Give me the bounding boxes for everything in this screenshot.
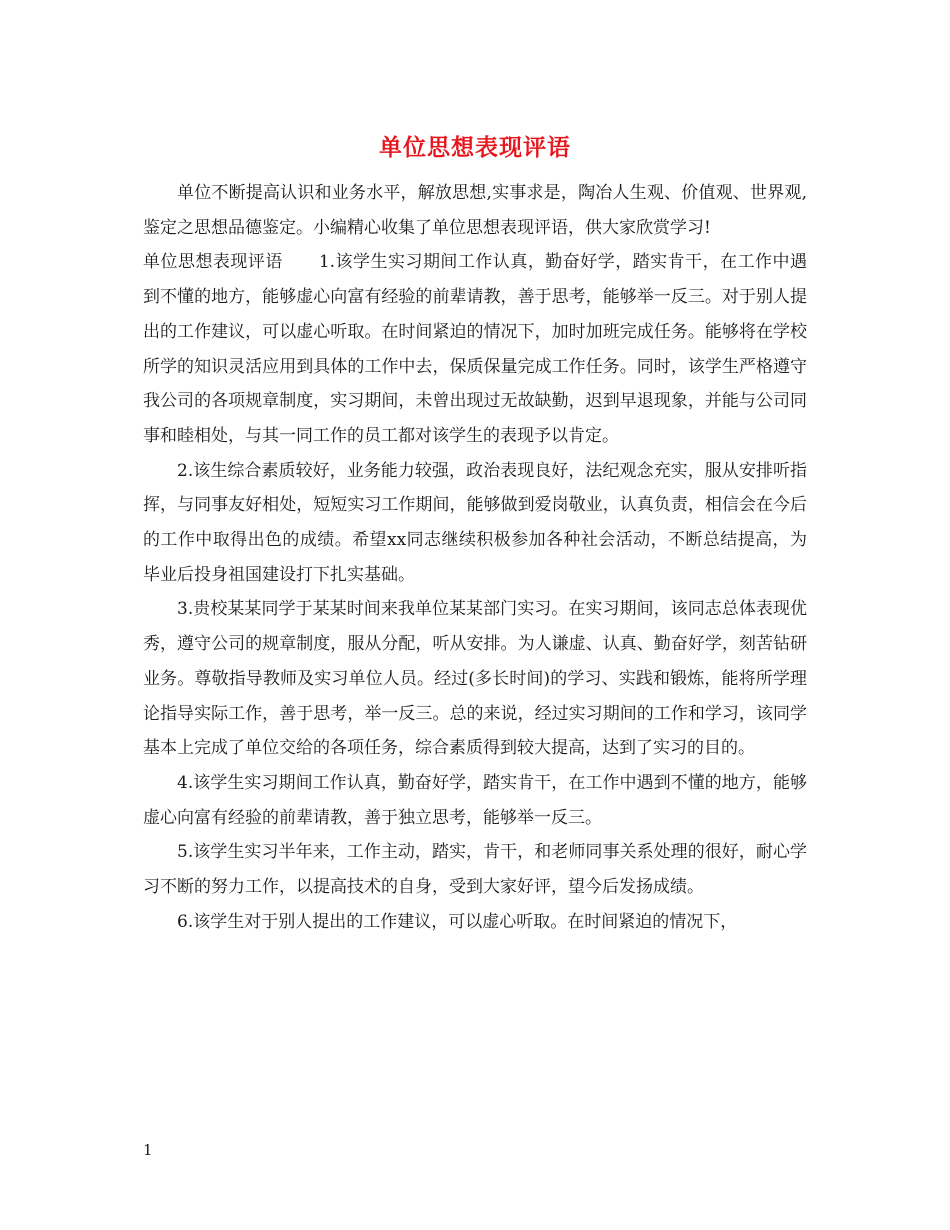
section-heading: 单位思想表现评语: [143, 252, 283, 273]
item-3: 3.贵校某某同学于某某时间来我单位某某部门实习。在实习期间，该同志总体表现优秀，遵守公司的规章制度，服从分配，听从安排。为人谦虚、认真、勤奋好学，刻苦钻研业务。尊敬指导教师及实习单位人员。经过(多长时间)的学习、实践和锻炼，能将所学理论指导实际工作，善于思考，举一反三。总的来说，经过实习期间的工作和学习，该同学基本上完成了单位交给的各项任务，综合素质得到较大提高，达到了实习的目的。: [143, 599, 807, 759]
item-6: 6.该学生对于别人提出的工作建议，可以虚心听取。在时间紧迫的情况下，: [177, 911, 738, 932]
document-title: 单位思想表现评语: [379, 134, 571, 161]
item-2: 2.该生综合素质较好，业务能力较强，政治表现良好，法纪观念充实，服从安排听指挥，与同事友好相处，短短实习工作期间，能够做到爱岗敬业，认真负责，相信会在今后的工作中取得出色的成绩。希望xx同志继续积极参加各种社会活动，不断总结提高，为毕业后投身祖国建设打下扎实基础。: [143, 460, 807, 585]
document-body: [143, 176, 807, 939]
item-4: 4.该学生实习期间工作认真，勤奋好学，踏实肯干，在工作中遇到不懂的地方，能够虚心向富有经验的前辈请教，善于独立思考，能够举一反三。: [143, 772, 807, 828]
page-number: 1: [143, 1141, 153, 1159]
intro-paragraph: 单位不断提高认识和业务水平，解放思想,实事求是，陶冶人生观、价值观、世界观,鉴定之思想品德鉴定。小编精心收集了单位思想表现评语，供大家欣赏学习!: [143, 183, 807, 238]
section-paragraph-1: [143, 245, 807, 453]
item-1: 1.该学生实习期间工作认真，勤奋好学，踏实肯干，在工作中遇到不懂的地方，能够虚心向富有经验的前辈请教，善于思考，能够举一反三。对于别人提出的工作建议，可以虚心听取。在时间紧迫的情况下，加时加班完成任务。能够将在学校所学的知识灵活应用到具体的工作中去，保质保量完成工作任务。同时，该学生严格遵守我公司的各项规章制度，实习期间，未曾出现过无故缺勤，迟到早退现象，并能与公司同事和睦相处，与其一同工作的员工都对该学生的表现予以肯定。: [143, 252, 808, 446]
item-5: 5.该学生实习半年来，工作主动，踏实，肯干，和老师同事关系处理的很好，耐心学习不断的努力工作，以提高技术的自身，受到大家好评，望今后发扬成绩。: [143, 842, 807, 898]
